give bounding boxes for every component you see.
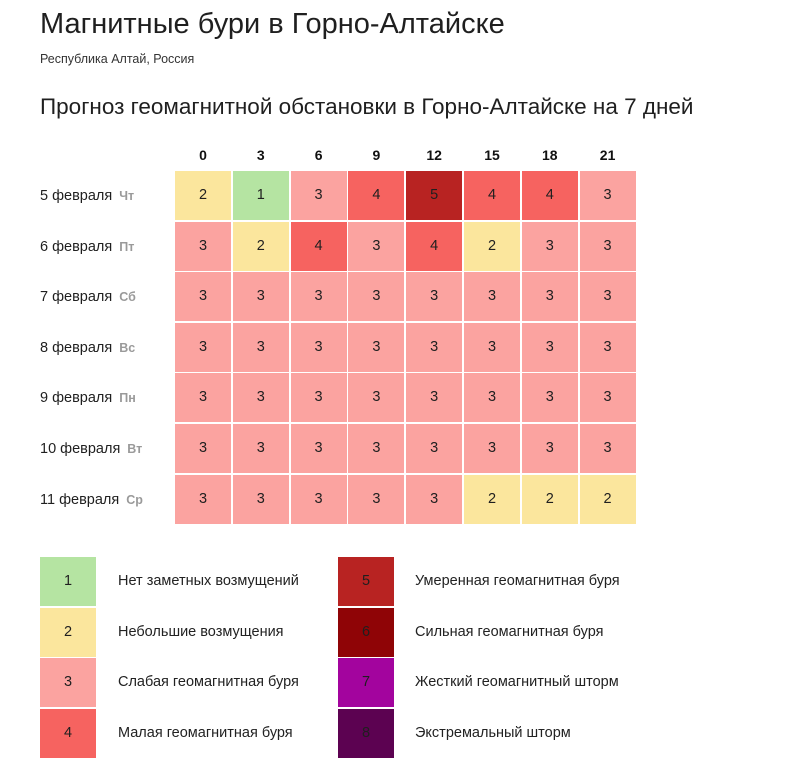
- heatmap-cell: 3: [406, 323, 462, 372]
- heatmap-cell: 3: [580, 222, 636, 271]
- heatmap-cell: 3: [580, 373, 636, 422]
- hour-label: 0: [199, 147, 207, 163]
- row-date-label: [40, 424, 142, 474]
- legend-swatch: 1: [40, 557, 96, 606]
- heatmap-cell: 4: [464, 171, 520, 220]
- heatmap-cell: 2: [580, 475, 636, 524]
- weekday-text: Сб: [119, 290, 136, 305]
- heatmap-cell: 3: [580, 171, 636, 220]
- heatmap-cell: 3: [175, 373, 231, 422]
- row-date-label: [40, 222, 134, 272]
- heatmap-cell: 4: [406, 222, 462, 271]
- row-date-label: [40, 373, 136, 423]
- heatmap-cell: 3: [291, 373, 347, 422]
- date-text: 5 февраля: [40, 188, 113, 204]
- legend-label: Слабая геомагнитная буря: [118, 674, 299, 691]
- heatmap-cell: 3: [522, 323, 578, 372]
- weekday-text: Вт: [127, 442, 143, 456]
- legend-swatch: 7: [338, 658, 394, 707]
- date-text: 6 февраля: [40, 238, 113, 255]
- heatmap-cell: 3: [348, 323, 404, 372]
- heatmap-cell: 3: [522, 272, 578, 321]
- heatmap-cell: 5: [406, 171, 462, 220]
- row-date-label: [40, 323, 135, 373]
- date-text: 10 февраля: [40, 441, 121, 457]
- heatmap-cell: 3: [291, 475, 347, 524]
- heatmap-cell: 3: [175, 272, 231, 321]
- page-title: Магнитные бури в Горно-Алтайске: [40, 8, 505, 40]
- heatmap-cell: 3: [348, 272, 404, 321]
- date-text: 7 февраля: [40, 289, 113, 306]
- weekday-text: Пт: [119, 239, 135, 254]
- weekday-text: Пн: [119, 391, 136, 406]
- heatmap-cell: 3: [580, 323, 636, 372]
- row-date-label: [40, 171, 134, 221]
- heatmap-cell: 2: [464, 222, 520, 271]
- heatmap-cell: 3: [406, 475, 462, 524]
- heatmap-cell: 3: [522, 222, 578, 271]
- heatmap-cell: 3: [580, 272, 636, 321]
- heatmap-cell: 3: [175, 323, 231, 372]
- hour-label: 18: [542, 147, 558, 163]
- row-date-label: [40, 475, 143, 525]
- heatmap-cell: 3: [522, 424, 578, 473]
- heatmap-cell: 2: [464, 475, 520, 524]
- weekday-text: Чт: [119, 189, 135, 203]
- legend-swatch: 2: [40, 608, 96, 657]
- legend-label: Экстремальный шторм: [415, 724, 571, 741]
- page-subtitle: Республика Алтай, Россия: [40, 52, 195, 66]
- heatmap-cell: 3: [406, 272, 462, 321]
- heatmap-cell: 4: [522, 171, 578, 220]
- date-text: 11 февраля: [40, 491, 120, 508]
- date-text: 8 февраля: [40, 339, 113, 356]
- heatmap-cell: 3: [464, 373, 520, 422]
- legend-swatch: 5: [338, 557, 394, 606]
- legend-label: Малая геомагнитная буря: [118, 724, 293, 741]
- heatmap-cell: 3: [233, 424, 289, 473]
- heatmap-cell: 3: [464, 424, 520, 473]
- heatmap-cell: 2: [522, 475, 578, 524]
- heatmap-cell: 3: [291, 424, 347, 473]
- heatmap-cell: 3: [464, 323, 520, 372]
- weekday-text: Ср: [126, 492, 143, 507]
- heatmap-cell: 3: [175, 222, 231, 271]
- heatmap-cell: 3: [233, 323, 289, 372]
- heatmap-cell: 3: [291, 323, 347, 372]
- heatmap-cell: 3: [233, 373, 289, 422]
- legend-label: Сильная геомагнитная буря: [415, 623, 604, 640]
- legend-label: Умеренная геомагнитная буря: [415, 573, 620, 589]
- heatmap-cell: 3: [580, 424, 636, 473]
- heatmap-cell: 3: [406, 373, 462, 422]
- legend-label: Небольшие возмущения: [118, 623, 284, 640]
- heatmap-cell: 3: [464, 272, 520, 321]
- heatmap-cell: 3: [522, 373, 578, 422]
- heatmap-cell: 3: [348, 373, 404, 422]
- date-text: 9 февраля: [40, 390, 113, 407]
- weekday-text: Вс: [119, 340, 136, 355]
- heatmap-cell: 3: [348, 222, 404, 271]
- heatmap-cell: 3: [291, 171, 347, 220]
- hour-label: 12: [426, 147, 442, 163]
- forecast-heading: Прогноз геомагнитной обстановки в Горно-Алтайске на 7 дней: [40, 94, 694, 119]
- heatmap-cell: 3: [233, 272, 289, 321]
- heatmap-cell: 3: [291, 272, 347, 321]
- legend-label: Нет заметных возмущений: [118, 573, 299, 589]
- heatmap-cell: 3: [175, 475, 231, 524]
- hour-label: 6: [314, 147, 323, 163]
- legend-swatch: 4: [40, 709, 96, 758]
- heatmap-cell: 2: [233, 222, 289, 271]
- legend-swatch: 3: [40, 658, 96, 707]
- hour-label: 3: [256, 147, 265, 163]
- heatmap-cell: 1: [233, 171, 289, 220]
- legend-swatch: 8: [338, 709, 394, 758]
- heatmap-cell: 3: [233, 475, 289, 524]
- hour-label: 15: [484, 147, 500, 163]
- row-date-label: [40, 272, 136, 322]
- heatmap-cell: 4: [291, 222, 347, 271]
- heatmap-cell: 3: [348, 475, 404, 524]
- heatmap-cell: 3: [348, 424, 404, 473]
- heatmap-cell: 4: [348, 171, 404, 220]
- heatmap-cell: 2: [175, 171, 231, 220]
- legend-swatch: 6: [338, 608, 394, 657]
- hour-label: 9: [372, 147, 381, 163]
- heatmap-cell: 3: [406, 424, 462, 473]
- hour-label: 21: [599, 147, 616, 163]
- legend-label: Жесткий геомагнитный шторм: [415, 674, 619, 691]
- heatmap-cell: 3: [175, 424, 231, 473]
